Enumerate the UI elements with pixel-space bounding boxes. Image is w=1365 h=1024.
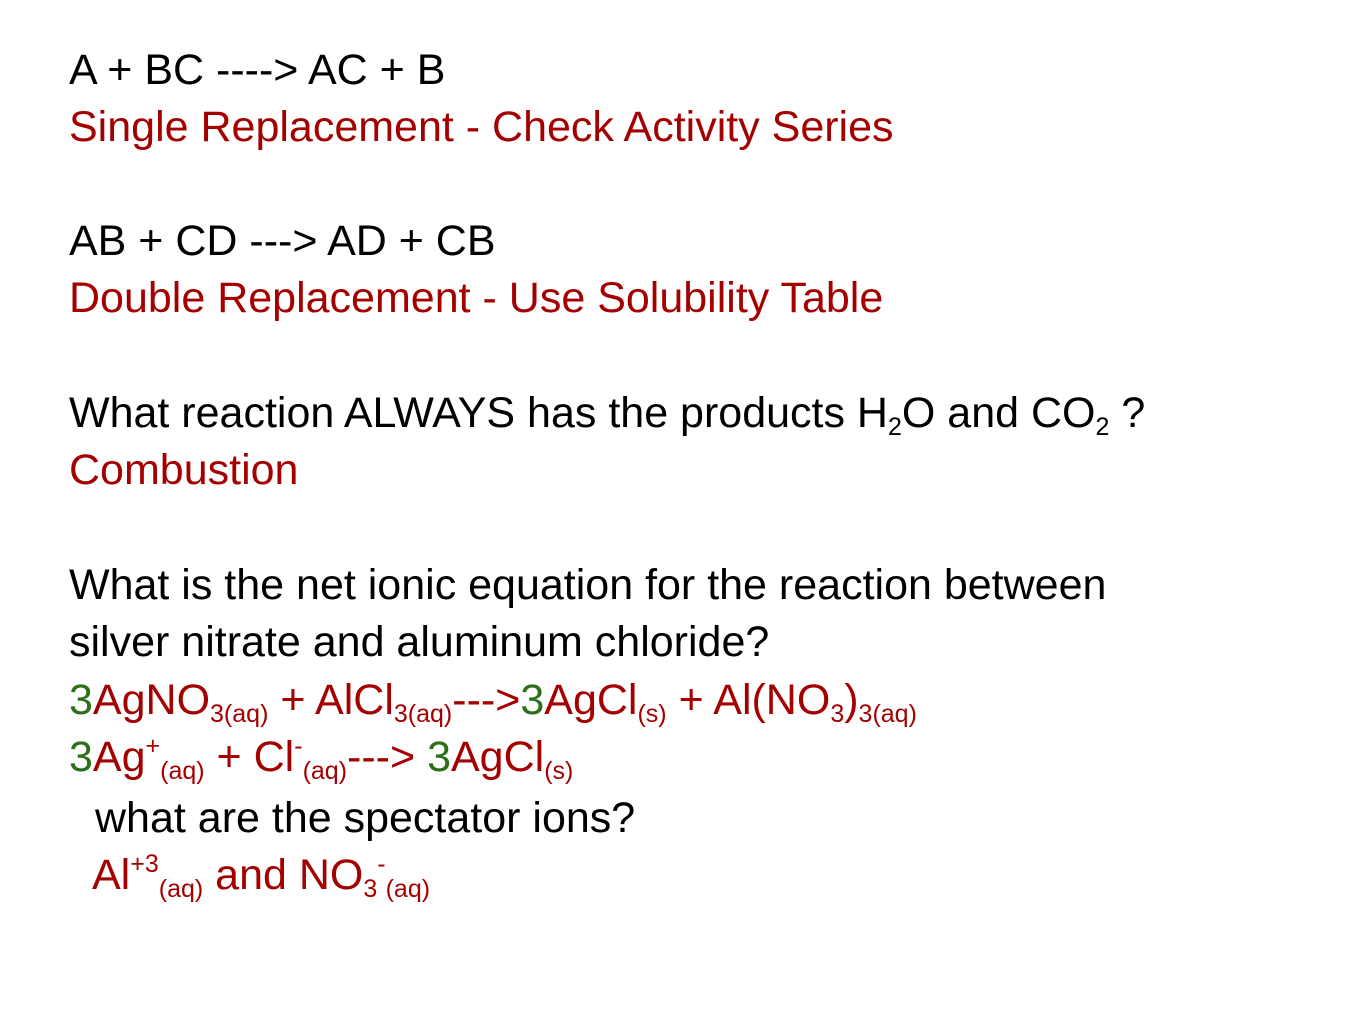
double-replacement-answer: Double Replacement - Use Solubility Table xyxy=(69,274,884,322)
spectator-question: what are the spectator ions? xyxy=(95,794,636,842)
combustion-question-part2: O and CO xyxy=(901,389,1096,437)
net-ionic-question-line1: What is the net ionic equation for the reaction between xyxy=(69,561,1107,609)
molecular-equation xyxy=(69,672,917,729)
al-state: (aq) xyxy=(158,875,204,903)
cl-ion: + Cl xyxy=(204,733,295,781)
al-no3-close-subscript: 3(aq) xyxy=(858,700,917,728)
al-charge: +3 xyxy=(130,850,159,878)
al-no3: + Al(NO xyxy=(666,676,831,724)
ionic-arrow: ---> xyxy=(347,733,428,781)
al-ion: Al xyxy=(92,851,131,899)
cl-charge: - xyxy=(294,732,303,760)
molecular-coef2: 3 xyxy=(520,676,545,724)
ionic-agcl-state: (s) xyxy=(544,757,574,785)
ag-charge: + xyxy=(145,732,161,760)
agno3-subscript: 3(aq) xyxy=(210,700,269,728)
ag-state: (aq) xyxy=(160,757,205,785)
cl-state: (aq) xyxy=(302,757,348,785)
no3-ion: and NO xyxy=(203,851,364,899)
no3-ion-subscript: 3 xyxy=(363,875,378,903)
ag-ion: Ag xyxy=(92,733,146,781)
ionic-agcl: AgCl xyxy=(450,733,545,781)
alcl3-subscript: 3(aq) xyxy=(393,700,453,728)
h2o-subscript: 2 xyxy=(887,413,902,441)
ionic-coef1: 3 xyxy=(69,733,93,781)
double-replacement-equation: AB + CD ---> AD + CB xyxy=(69,217,496,265)
net-ionic-question-line2: silver nitrate and aluminum chloride? xyxy=(69,618,770,666)
molecular-coef1: 3 xyxy=(69,676,93,724)
single-replacement-equation: A + BC ----> AC + B xyxy=(69,46,446,94)
net-ionic-equation xyxy=(69,729,573,786)
alcl3: + AlCl xyxy=(268,676,394,724)
al-no3-close: ) xyxy=(844,676,859,724)
combustion-answer: Combustion xyxy=(69,446,299,494)
agcl-subscript: (s) xyxy=(637,700,667,728)
no3-charge: - xyxy=(377,850,386,878)
agno3: AgNO xyxy=(92,676,211,724)
spectator-answer xyxy=(92,847,430,904)
agcl: AgCl xyxy=(544,676,638,724)
co2-subscript: 2 xyxy=(1095,413,1110,441)
combustion-question xyxy=(69,385,1145,442)
single-replacement-answer: Single Replacement - Check Activity Series xyxy=(69,103,894,151)
combustion-question-part3: ? xyxy=(1109,389,1146,437)
no3-subscript: 3 xyxy=(830,700,845,728)
combustion-question-part1: What reaction ALWAYS has the products H xyxy=(69,389,888,437)
ionic-coef2: 3 xyxy=(427,733,451,781)
no3-state: (aq) xyxy=(385,875,431,903)
molecular-arrow: ---> xyxy=(452,676,521,724)
